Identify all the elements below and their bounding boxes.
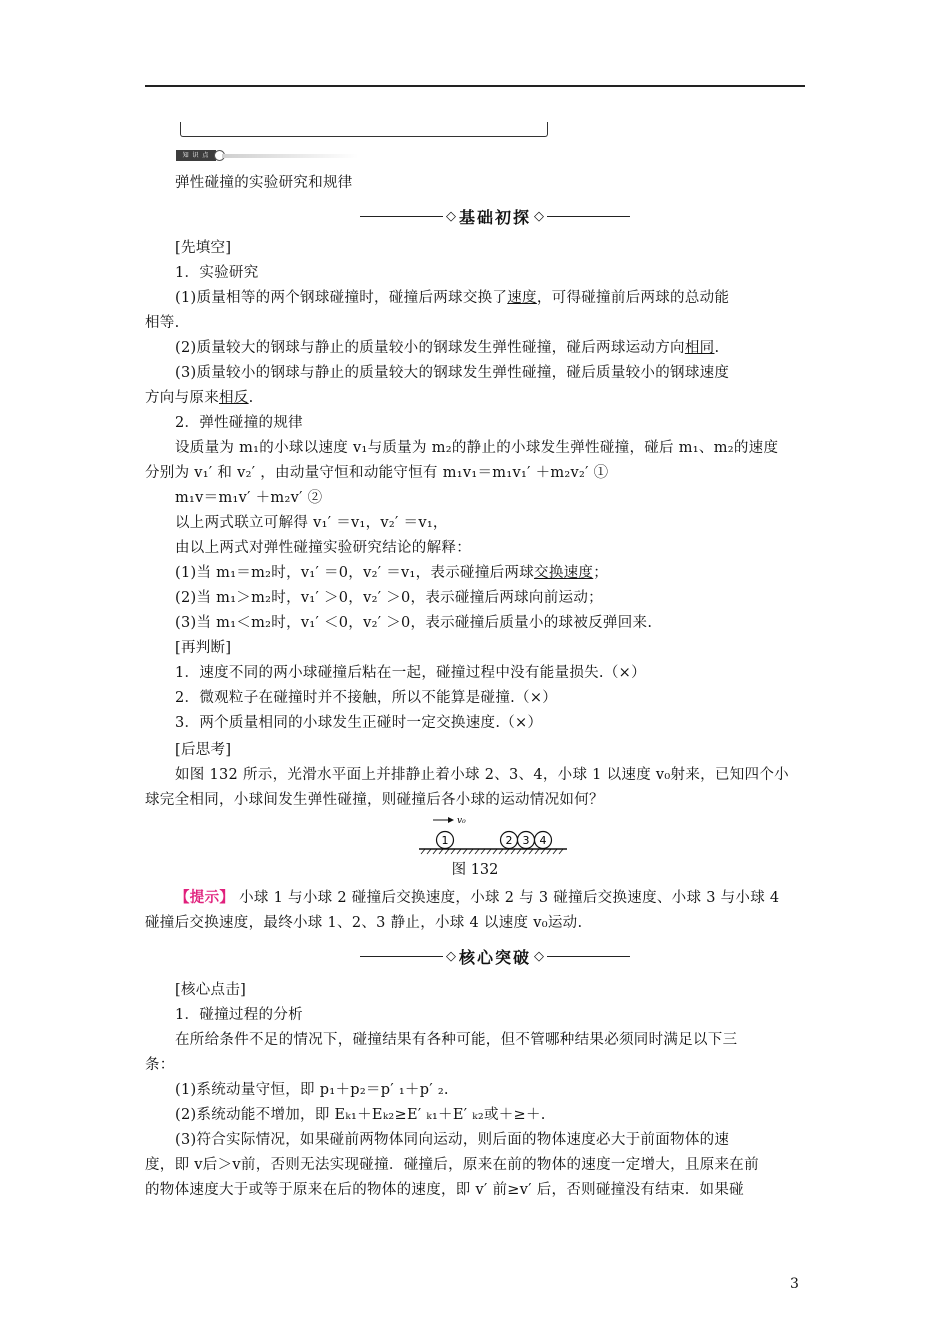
ground-hatching xyxy=(421,849,563,854)
hint-line xyxy=(175,888,840,908)
text-span: (2)质量较大的钢球与静止的质量较小的钢球发生弹性碰撞，碰后两球运动方向 xyxy=(175,340,685,356)
paragraph-line: 度，即 v后＞v前，否则无法实现碰撞．碰撞后，原来在前的物体的速度一定增大，且原来在前 xyxy=(145,1157,759,1173)
answer-underlined: 速度 xyxy=(507,290,537,306)
section-title: 基础初探 xyxy=(459,207,532,227)
paragraph-line: 3．两个质量相同的小球发生正碰时一定交换速度.（×） xyxy=(175,715,543,731)
heading-rule-right xyxy=(547,956,630,957)
section-heading-basics xyxy=(360,204,630,228)
figure-132-balls-diagram xyxy=(415,812,570,858)
tag-label: 知 识 点 xyxy=(176,150,216,161)
paragraph-line: (3)质量较小的钢球与静止的质量较大的钢球发生弹性碰撞，碰后质量较小的钢球速度 xyxy=(175,365,730,381)
text-span: ； xyxy=(593,565,609,581)
ball-1 xyxy=(437,832,454,849)
paragraph-line: (3)符合实际情况，如果碰前两物体同向运动，则后面的物体速度必大于前面物体的速 xyxy=(175,1132,730,1148)
ball-3 xyxy=(518,832,535,849)
diamond-icon: ◇ xyxy=(446,208,456,224)
answer-underlined: 相反 xyxy=(219,390,249,406)
paragraph-line: [再判断] xyxy=(175,640,232,656)
paragraph-line: 条： xyxy=(145,1057,175,1073)
text-span: (1)当 m₁＝m₂时，v₁′ ＝0，v₂′ ＝v₁，表示碰撞后两球 xyxy=(175,565,535,581)
ball-label: 4 xyxy=(539,834,547,847)
paragraph-line: 由以上两式对弹性碰撞实验研究结论的解释： xyxy=(175,540,471,556)
paragraph-line: 相等. xyxy=(145,315,180,331)
paragraph-line xyxy=(175,288,840,308)
paragraph-line: 设质量为 m₁的小球以速度 v₁与质量为 m₂的静止的小球发生弹性碰撞，碰后 m₁、m₂的速度 xyxy=(175,440,779,456)
paragraph-line: 球完全相同，小球间发生弹性碰撞，则碰撞后各小球的运动情况如何？ xyxy=(145,792,604,808)
tag-fade-bar xyxy=(222,154,358,158)
paragraph-line xyxy=(175,338,840,358)
paragraph-line: (1)系统动量守恒，即 p₁＋p₂＝p′ ₁＋p′ ₂. xyxy=(175,1082,449,1098)
decorative-bracket xyxy=(180,122,548,137)
section-title: 核心突破 xyxy=(459,947,532,967)
paragraph-line: 以上两式联立可解得 v₁′ ＝v₁，v₂′ ＝v₁， xyxy=(175,515,448,531)
answer-underlined: 相同 xyxy=(684,340,715,356)
velocity-label: v₀ xyxy=(457,816,466,826)
text-span: . xyxy=(248,390,254,406)
paragraph-line: [核心点击] xyxy=(175,982,247,998)
paragraph-line: 1．速度不同的两小球碰撞后粘在一起，碰撞过程中没有能量损失.（×） xyxy=(175,665,646,681)
paragraph-line: 2．微观粒子在碰撞时并不接触，所以不能算是碰撞.（×） xyxy=(175,690,558,706)
paragraph-line: 的物体速度大于或等于原来在后的物体的速度，即 v′ 前≥v′ 后，否则碰撞没有结束．如果碰 xyxy=(145,1182,744,1198)
ball-label: 1 xyxy=(441,834,449,847)
section-heading-core xyxy=(360,944,630,968)
topic-title: 弹性碰撞的实验研究和规律 xyxy=(175,175,353,191)
answer-underlined: 交换速度 xyxy=(534,565,594,581)
heading-rule-right xyxy=(547,216,630,217)
header-rule xyxy=(145,85,805,87)
paragraph-line: (3)当 m₁＜m₂时，v₁′ ＜0，v₂′ ＞0，表示碰撞后质量小的球被反弹回来. xyxy=(175,615,653,631)
paragraph-line: [先填空] xyxy=(175,240,232,256)
ball-4 xyxy=(535,832,552,849)
paragraph-line: (2)当 m₁＞m₂时，v₁′ ＞0，v₂′ ＞0，表示碰撞后两球向前运动； xyxy=(175,590,603,606)
hint-label: 【提示】 xyxy=(175,889,235,906)
ball-2 xyxy=(501,832,518,849)
ball-label: 3 xyxy=(522,834,530,847)
paragraph-line: 1．实验研究 xyxy=(175,265,259,281)
text-span: . xyxy=(714,340,720,356)
diamond-icon: ◇ xyxy=(534,208,545,224)
paragraph-line xyxy=(145,388,810,408)
text-span: 小球 1 与小球 2 碰撞后交换速度，小球 2 与 3 碰撞后交换速度、小球 3 与小球 4 xyxy=(234,890,780,906)
equation-line: m₁v＝m₁v′ ＋m₂v′ ② xyxy=(175,490,323,506)
paragraph-line: (2)系统动能不增加，即 Eₖ₁＋Eₖ₂≥E′ ₖ₁＋E′ ₖ₂或＋≥＋. xyxy=(175,1107,546,1123)
paragraph-line: 分别为 v₁′ 和 v₂′ ，由动量守恒和动能守恒有 m₁v₁＝m₁v₁′ ＋m₂v₂′ ① xyxy=(145,465,609,481)
paragraph-line: [后思考] xyxy=(175,742,232,758)
paragraph-line: 在所给条件不足的情况下，碰撞结果有各种可能，但不管哪种结果必须同时满足以下三 xyxy=(175,1032,738,1048)
page-number: 3 xyxy=(790,1276,799,1292)
paragraph-line: 2．弹性碰撞的规律 xyxy=(175,415,303,431)
figure-caption: 图 132 xyxy=(451,862,499,878)
heading-rule-left xyxy=(360,956,443,957)
diamond-icon: ◇ xyxy=(446,948,456,964)
knowledge-point-tag xyxy=(176,150,358,162)
diamond-icon: ◇ xyxy=(534,948,545,964)
text-span: (1)质量相等的两个钢球碰撞时，碰撞后两球交换了 xyxy=(175,290,508,306)
heading-rule-left xyxy=(360,216,443,217)
ball-label: 2 xyxy=(505,834,513,847)
paragraph-line: 1．碰撞过程的分析 xyxy=(175,1007,303,1023)
text-span: ，可得碰撞前后两球的总动能 xyxy=(536,290,730,306)
paragraph-line: 碰撞后交换速度，最终小球 1、2、3 静止，小球 4 以速度 v₀运动. xyxy=(145,915,583,931)
paragraph-line xyxy=(175,563,840,583)
paragraph-line: 如图 132 所示，光滑水平面上并排静止着小球 2、3、4，小球 1 以速度 v₀射来，已知四个小 xyxy=(175,767,789,783)
text-span: 方向与原来 xyxy=(145,390,219,406)
